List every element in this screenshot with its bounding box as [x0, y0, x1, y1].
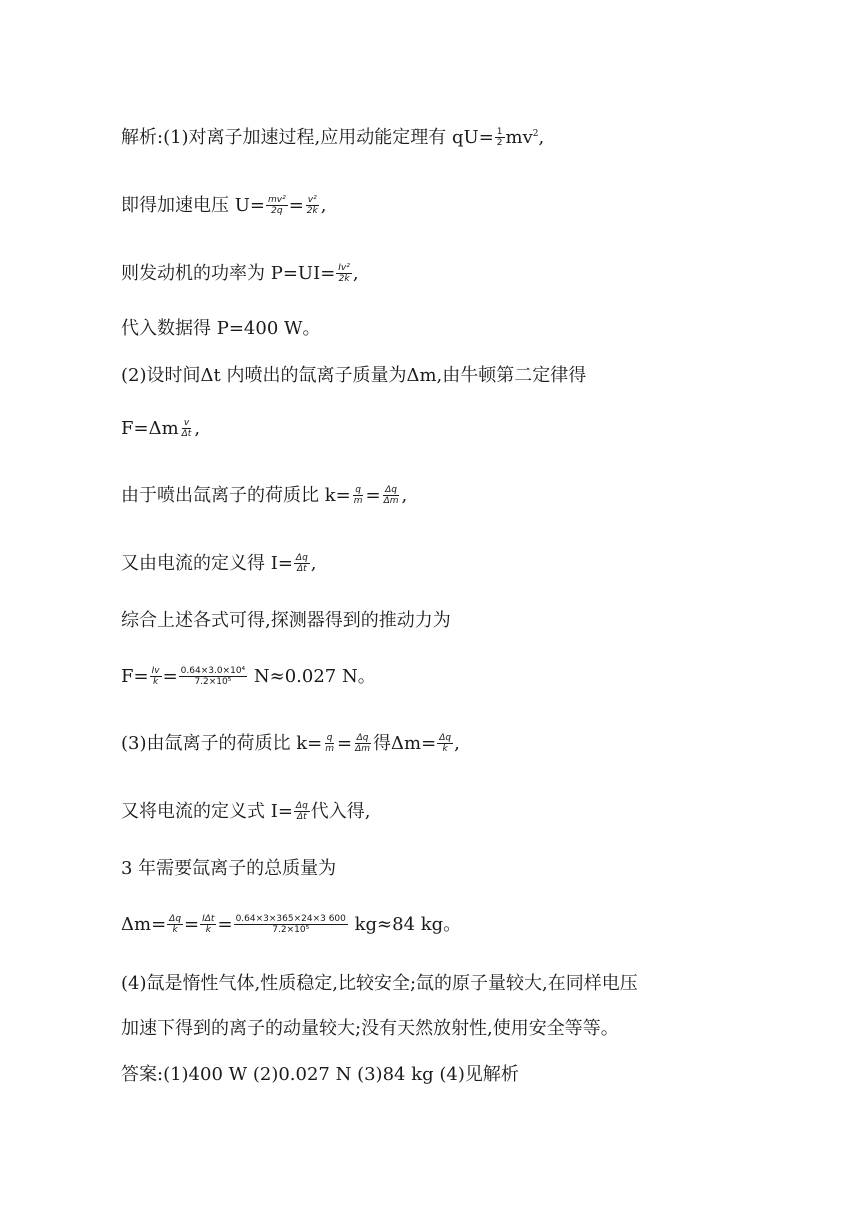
- fraction: [294, 553, 310, 574]
- fraction: [336, 263, 352, 284]
- fraction-numerator: v: [183, 417, 190, 428]
- solution-line-16: 加速下得到的离子的动量较大;没有天然放射性,使用安全等等。: [121, 1018, 619, 1039]
- text-segment: mv: [505, 127, 533, 148]
- fraction-denominator: Δt: [297, 811, 307, 822]
- text-segment: 即得加速电压 U=: [121, 195, 265, 216]
- fraction-denominator: k: [172, 924, 178, 935]
- fraction-numerator: Δq: [295, 800, 308, 811]
- fraction-denominator: 2k: [338, 273, 350, 284]
- fraction: [353, 733, 372, 754]
- fraction-numerator: Iv²: [338, 262, 350, 273]
- fraction: [437, 733, 453, 754]
- fraction: [234, 914, 348, 935]
- fraction-numerator: Δq: [169, 913, 182, 924]
- text-segment: kg≈84 kg。: [348, 914, 462, 935]
- fraction: [495, 127, 505, 148]
- fraction-numerator: 1: [496, 126, 503, 137]
- text-segment: 代入得,: [310, 801, 371, 822]
- text-segment: (3)由氙离子的荷质比 k=: [121, 733, 323, 754]
- fraction-numerator: q: [355, 484, 361, 495]
- fraction-denominator: Δt: [181, 428, 192, 439]
- text-segment: ,: [320, 195, 327, 216]
- fraction-numerator: IΔt: [202, 913, 215, 924]
- fraction-denominator: Δm: [355, 743, 371, 754]
- fraction-denominator: 2k: [306, 205, 318, 216]
- fraction-numerator: Δq: [439, 732, 452, 743]
- equals-sign: =: [365, 485, 381, 506]
- text-segment: F=Δm: [121, 418, 179, 439]
- fraction-denominator: m: [325, 743, 334, 754]
- superscript: 2: [532, 129, 539, 139]
- fraction: [382, 485, 401, 506]
- fraction: [266, 195, 288, 216]
- solution-line-3: [121, 262, 359, 286]
- fraction: [179, 666, 248, 687]
- text-segment: ,: [454, 733, 460, 754]
- solution-line-14: [121, 913, 461, 937]
- solution-line-4: 代入数据得 P=400 W。: [121, 318, 321, 339]
- text-segment: ,: [401, 485, 408, 506]
- solution-line-10: [121, 665, 376, 689]
- text-segment: N≈0.027 N。: [248, 666, 376, 687]
- text-segment: ,: [352, 263, 359, 284]
- fraction: [352, 485, 365, 506]
- fraction-numerator: q: [326, 732, 333, 743]
- text-segment: ,: [194, 418, 201, 439]
- fraction-numerator: 0.64×3×365×24×3 600: [235, 913, 346, 924]
- solution-line-11: [121, 732, 460, 756]
- equals-sign: =: [184, 914, 200, 935]
- text-segment: 解析:(1)对离子加速过程,应用动能定理有 qU=: [121, 127, 494, 148]
- equals-sign: =: [217, 914, 233, 935]
- fraction: [305, 195, 320, 216]
- text-segment: 则发动机的功率为 P=UI=: [121, 263, 336, 284]
- fraction: [323, 733, 336, 754]
- fraction: [150, 666, 162, 687]
- text-segment: Δm=: [121, 914, 167, 935]
- text-segment: F=: [121, 666, 149, 687]
- text-segment: 又将电流的定义式 I=: [121, 801, 293, 822]
- solution-line-1: [121, 126, 544, 150]
- text-segment: 又由电流的定义得 I=: [121, 553, 293, 574]
- fraction-denominator: 2q: [271, 205, 283, 216]
- fraction-numerator: Iv: [151, 665, 160, 676]
- solution-line-12: [121, 800, 371, 824]
- fraction-denominator: Δt: [297, 563, 307, 574]
- fraction-denominator: m: [353, 495, 363, 506]
- solution-line-5: (2)设时间Δt 内喷出的氙离子质量为Δm,由牛顿第二定律得: [121, 365, 587, 386]
- fraction: [200, 914, 216, 935]
- solution-line-7: [121, 484, 407, 508]
- solution-line-6: [121, 417, 200, 441]
- fraction-denominator: k: [442, 743, 448, 754]
- fraction-denominator: Δm: [383, 495, 399, 506]
- text-segment: 得Δm=: [373, 733, 437, 754]
- equals-sign: =: [162, 666, 178, 687]
- fraction-denominator: 7.2×10⁵: [272, 924, 310, 935]
- fraction-numerator: Δq: [356, 732, 369, 743]
- fraction-numerator: Δq: [385, 484, 397, 495]
- text-segment: ,: [310, 553, 317, 574]
- fraction-denominator: 2: [496, 137, 503, 148]
- fraction: [167, 914, 183, 935]
- fraction: [294, 801, 310, 822]
- text-segment: ,: [538, 127, 545, 148]
- equals-sign: =: [337, 733, 353, 754]
- fraction-denominator: k: [205, 924, 211, 935]
- answer-line: 答案:(1)400 W (2)0.027 N (3)84 kg (4)见解析: [121, 1064, 519, 1085]
- fraction-denominator: 7.2×10⁵: [194, 676, 232, 687]
- text-segment: 由于喷出氙离子的荷质比 k=: [121, 485, 351, 506]
- fraction: [180, 418, 194, 439]
- fraction-numerator: 0.64×3.0×10⁴: [180, 665, 246, 676]
- solution-line-13: 3 年需要氙离子的总质量为: [121, 858, 337, 879]
- fraction-numerator: v²: [307, 194, 317, 205]
- solution-line-8: [121, 552, 317, 576]
- solution-line-2: [121, 194, 326, 218]
- fraction-numerator: Δq: [295, 552, 308, 563]
- fraction-denominator: k: [152, 676, 159, 687]
- solution-line-9: 综合上述各式可得,探测器得到的推动力为: [121, 610, 451, 631]
- equals-sign: =: [288, 195, 304, 216]
- solution-line-15: (4)氙是惰性气体,性质稳定,比较安全;氙的原子量较大,在同样电压: [121, 973, 638, 994]
- fraction-numerator: mv²: [267, 194, 286, 205]
